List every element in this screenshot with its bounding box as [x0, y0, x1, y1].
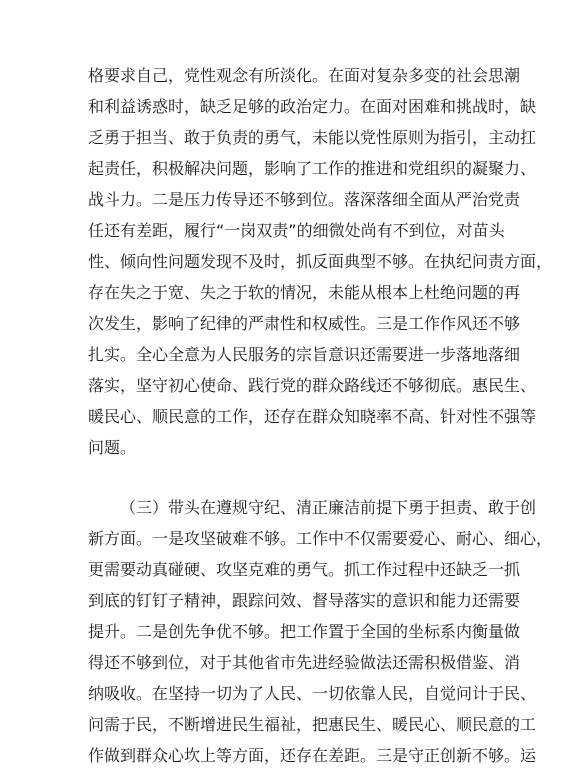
text-line: 更需要动真碰硬、攻坚克难的勇气。抓工作过程中还缺乏一抓 — [88, 560, 521, 579]
text-line: 存在失之于宽、失之于软的情况，未能从根本上杜绝问题的再 — [88, 283, 521, 302]
text-line: 任还有差距，履行“一岗双责”的细微处尚有不到位，对苗头 — [88, 221, 505, 240]
text-line: 战斗力。二是压力传导还不够到位。落深落细全面从严治党责 — [88, 190, 521, 209]
text-line: 得还不够到位，对于其他省市先进经验做法还需积极借鉴、消 — [88, 653, 521, 672]
text-line: 暖民心、顺民意的工作，还存在群众知晓率不高、针对性不强等 — [88, 407, 537, 426]
text-line: 问题。 — [88, 438, 137, 457]
section-heading-line: （三）带头在遵规守纪、清正廉洁前提下勇于担责、敢于创 — [120, 498, 537, 517]
text-line: 起责任，积极解决问题，影响了工作的推进和党组织的凝聚力、 — [88, 159, 537, 178]
paragraph-party-discipline — [88, 60, 553, 463]
text-line: 落实，坚守初心使命、践行党的群众路线还不够彻底。惠民生、 — [88, 376, 537, 395]
text-line: 扎实。全心全意为人民服务的宗旨意识还需要进一步落地落细 — [88, 345, 521, 364]
text-line: 到底的钉钉子精神，跟踪问效、督导落实的意识和能力还需要 — [88, 591, 521, 610]
text-line: 作做到群众心坎上等方面，还存在差距。三是守正创新不够。运 — [88, 746, 537, 765]
text-line: 新方面。一是攻坚破难不够。工作中不仅需要爱心、耐心、细心， — [88, 529, 553, 548]
text-line: 乏勇于担当、敢于负责的勇气，未能以党性原则为指引，主动扛 — [88, 128, 537, 147]
text-line: 和利益诱惑时，缺乏足够的政治定力。在面对困难和挑战时，缺 — [88, 97, 537, 116]
paragraph-section-three — [88, 492, 553, 771]
text-line: 格要求自己，党性观念有所淡化。在面对复杂多变的社会思潮 — [88, 66, 521, 85]
text-line: 问需于民，不断增进民生福祉，把惠民生、暖民心、顺民意的工 — [88, 715, 537, 734]
text-line: 纳吸收。在坚持一切为了人民、一切依靠人民，自觉问计于民、 — [88, 684, 537, 703]
text-line: 次发生，影响了纪律的严肃性和权威性。三是工作作风还不够 — [88, 314, 521, 333]
text-line: 提升。二是创先争优不够。把工作置于全国的坐标系内衡量做 — [88, 622, 521, 641]
text-line: 性、倾向性问题发现不及时，抓反面典型不够。在执纪问责方面， — [88, 252, 553, 271]
